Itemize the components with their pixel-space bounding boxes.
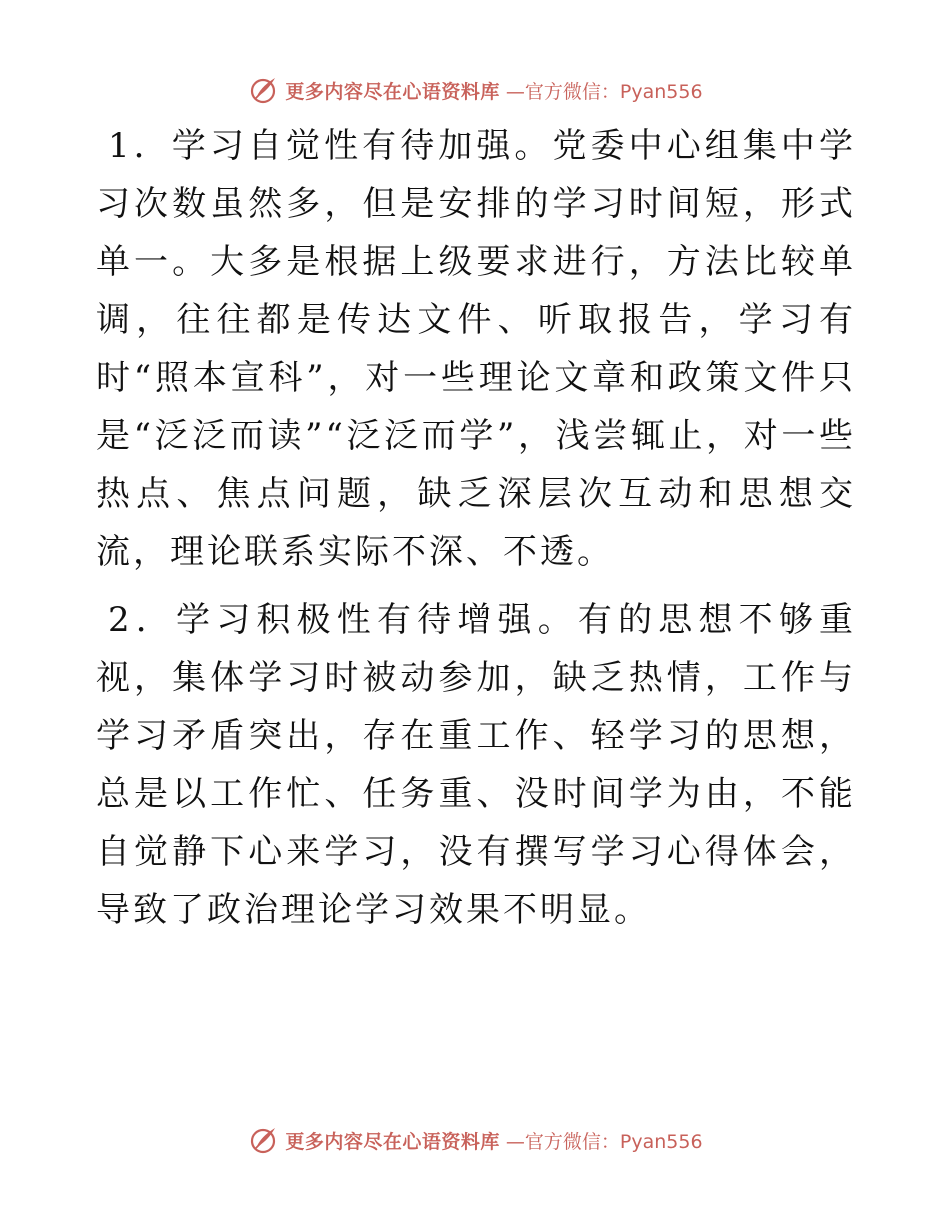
quill-logo-icon [247, 1124, 279, 1156]
footer-banner-wechat: —官方微信：Pyan556 [505, 1130, 703, 1153]
paragraph-2-text: 学习积极性有待增强。有的思想不够重视，集体学习时被动参加，缺乏热情，工作与学习矛盾突出，存在重工作、轻学习的思想，总是以工作忙、任务重、没时间学为由，不能自觉静下心来学习，没有撰写学习心得体会，导致了政治理论学习效果不明显。 [96, 600, 857, 930]
footer-banner-title: 更多内容尽在心语资料库 [285, 1130, 500, 1153]
footer-banner [0, 1120, 950, 1160]
paragraph-1 [96, 117, 856, 581]
paragraph-2-number: 2． [108, 600, 177, 640]
header-banner-title: 更多内容尽在心语资料库 [285, 80, 500, 103]
paragraph-1-text: 学习自觉性有待加强。党委中心组集中学习次数虽然多，但是安排的学习时间短，形式单一。大多是根据上级要求进行，方法比较单调，往往都是传达文件、听取报告，学习有时“照本宣科”，对一些理论文章和政策文件只是“泛泛而读”“泛泛而学”，浅尝辄止，对一些热点、焦点问题，缺乏深层次互动和思想交流，理论联系实际不深、不透。 [96, 126, 856, 572]
document-body [96, 117, 856, 949]
paragraph-1-number: 1． [108, 126, 172, 166]
quill-logo-icon [247, 74, 279, 106]
paragraph-2 [96, 591, 856, 939]
header-banner [0, 70, 950, 110]
header-banner-wechat: —官方微信：Pyan556 [505, 80, 703, 103]
